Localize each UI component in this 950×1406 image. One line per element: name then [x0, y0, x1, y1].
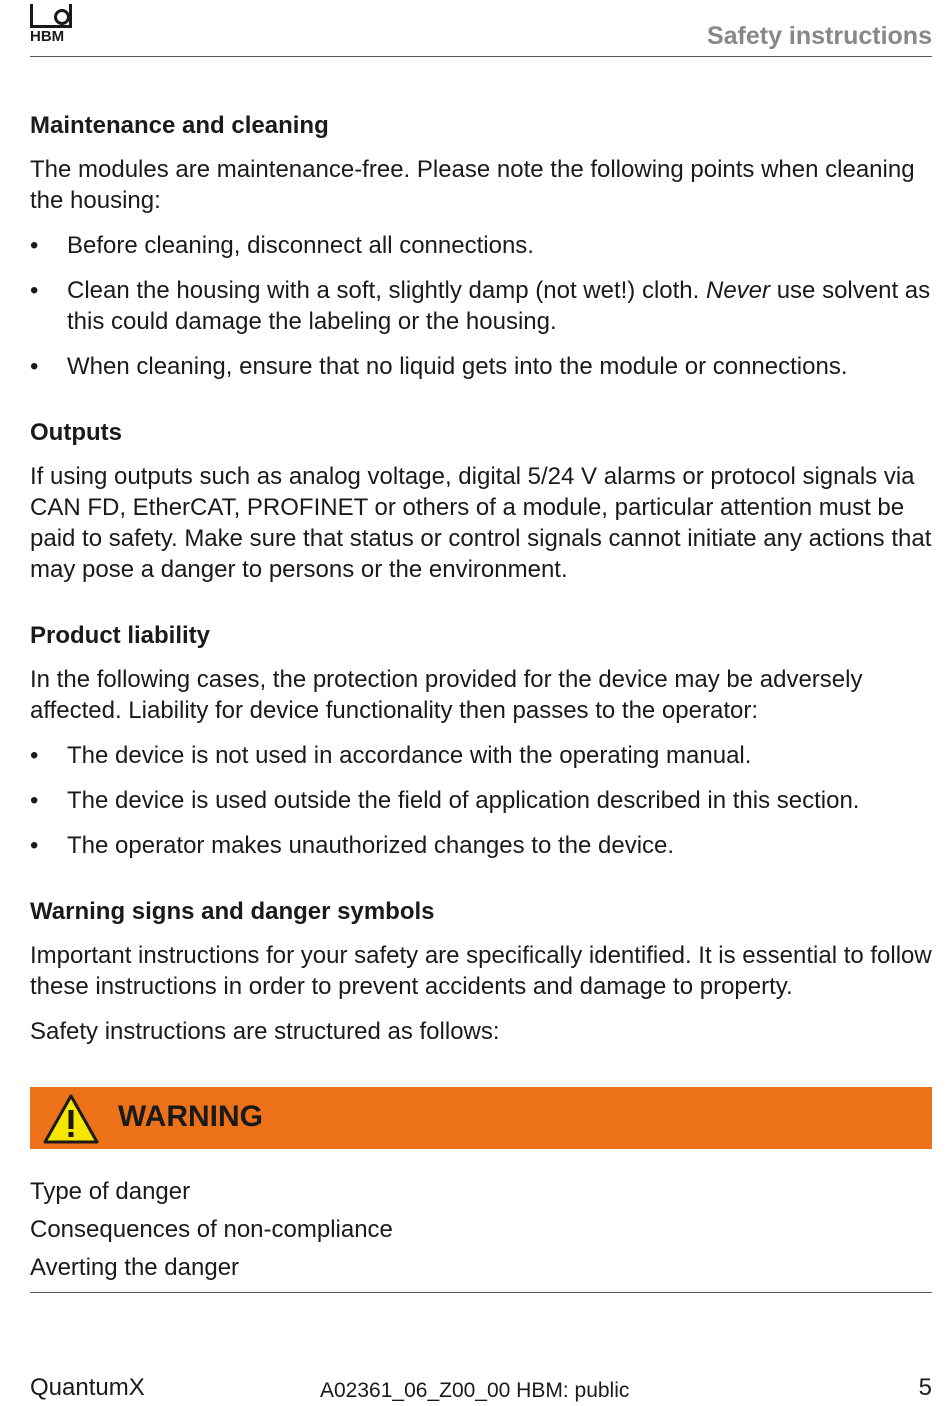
warning-signs-structured: Safety instructions are structured as follows: [30, 1018, 500, 1045]
bullet: • [30, 353, 39, 380]
warning-triangle-icon [42, 1093, 100, 1145]
footer-product: QuantumX [30, 1374, 145, 1401]
warning-signs-heading: Warning signs and danger symbols [30, 898, 435, 925]
list-item: Type of danger [30, 1178, 191, 1205]
header-title: Safety instructions [706, 22, 932, 50]
list-item [30, 830, 935, 861]
logo-circle [54, 9, 70, 25]
liability-list [30, 740, 935, 861]
warning-structure-list [30, 1173, 393, 1287]
list-item: Averting the danger [30, 1254, 240, 1281]
list-item-text: Clean the housing with a soft, slightly damp (not wet!) cloth. [67, 277, 706, 304]
list-item [30, 275, 935, 337]
list-item-text: use solvent as this could damage the labeling or the housing. [67, 277, 931, 335]
logo-text: HBM [30, 28, 65, 45]
footer-doc-id: A02361_06_Z00_00 HBM: public [320, 1379, 630, 1402]
outputs-heading: Outputs [30, 419, 122, 446]
header-rule [30, 56, 932, 57]
warning-bar [30, 1087, 932, 1149]
maintenance-heading: Maintenance and cleaning [30, 112, 329, 139]
list-item-text: The device is not used in accordance with the operating manual. [67, 742, 752, 769]
maintenance-list [30, 230, 935, 382]
outputs-body: If using outputs such as analog voltage, digital 5/24 V alarms or protocol signals via CAN FD, EtherCAT, PROFINET or others of a module, particular attention must be paid to safety. Make sure that status or control signals cannot initiate any actions that may pose a danger to persons or the environment. [30, 463, 932, 583]
list-item [30, 785, 935, 816]
bullet: • [30, 232, 39, 259]
bullet: • [30, 277, 39, 304]
liability-heading: Product liability [30, 622, 211, 649]
list-item [30, 230, 935, 261]
list-item-text: The device is used outside the field of application described in this section. [67, 787, 860, 814]
list-item [30, 351, 935, 382]
maintenance-intro: The modules are maintenance-free. Please note the following points when cleaning the housing: [30, 156, 915, 214]
bullet: • [30, 787, 39, 814]
bullet: • [30, 742, 39, 769]
liability-intro: In the following cases, the protection provided for the device may be adversely affected. Liability for device functionality then passes to the operator: [30, 666, 863, 724]
bullet: • [30, 832, 39, 859]
list-item-text: Before cleaning, disconnect all connections. [67, 232, 534, 259]
warning-signs-body: Important instructions for your safety are specifically identified. It is essential to follow these instructions in order to prevent accidents and damage to property. [30, 942, 932, 1000]
emphasis-never: Never [706, 277, 771, 304]
page-number: 5 [918, 1374, 932, 1401]
list-item-text: When cleaning, ensure that no liquid gets into the module or connections. [67, 353, 848, 380]
list-item [30, 740, 935, 771]
footer-rule [30, 1292, 932, 1293]
list-item: Consequences of non-compliance [30, 1216, 393, 1243]
warning-label: WARNING [118, 1100, 263, 1133]
page-content [30, 110, 935, 1061]
list-item-text: The operator makes unauthorized changes to the device. [67, 832, 675, 859]
hbm-logo [30, 4, 76, 46]
